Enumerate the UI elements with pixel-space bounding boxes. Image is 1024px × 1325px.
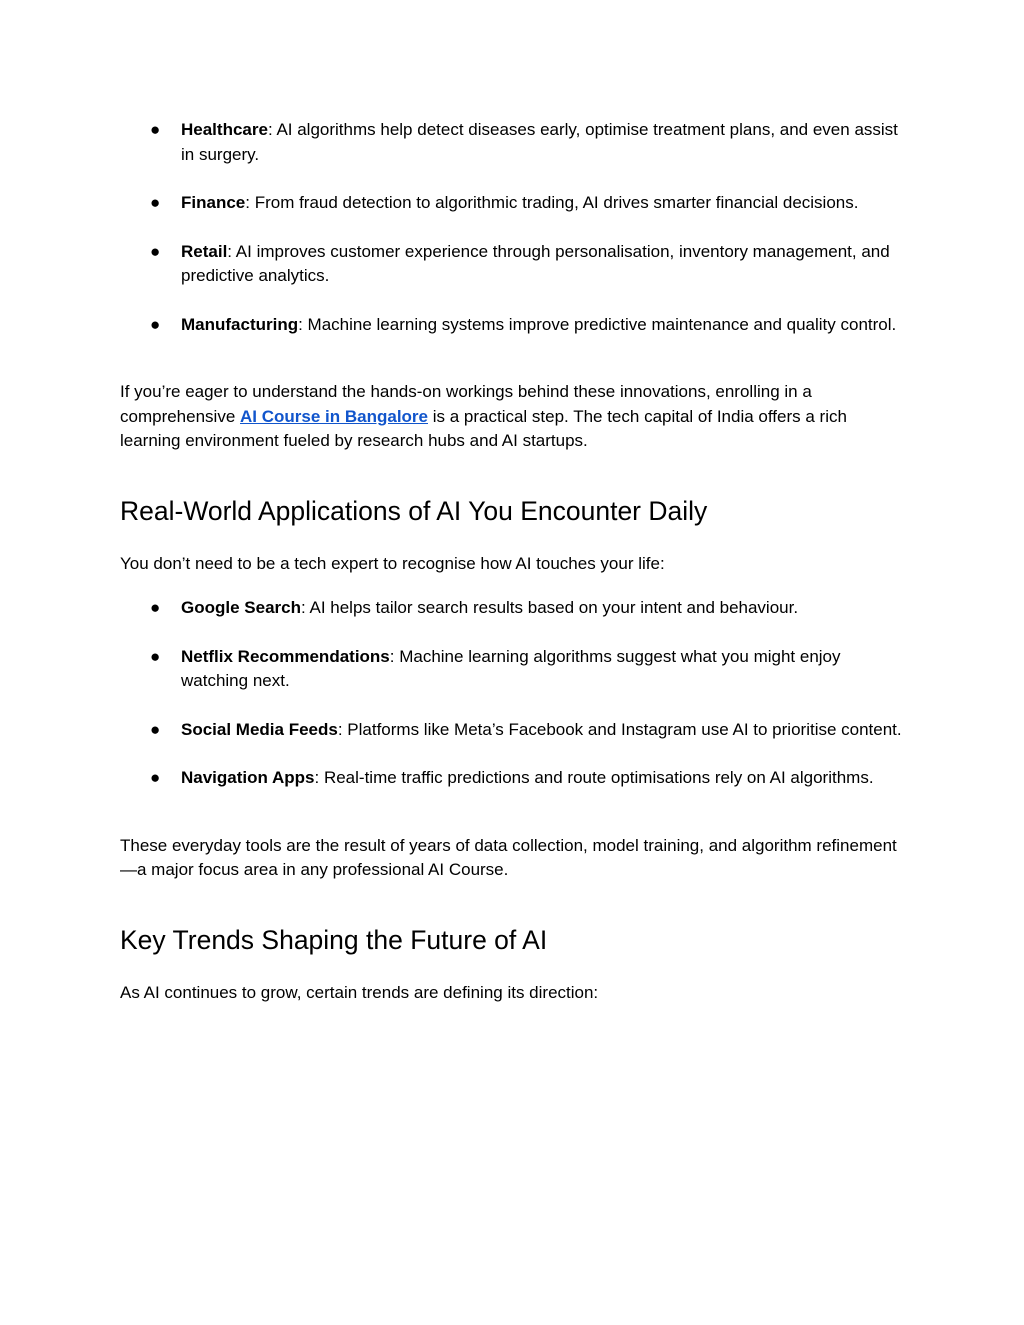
intro-paragraph <box>120 380 904 454</box>
list-item-desc: : AI algorithms help detect diseases early, optimise treatment plans, and even assist in surgery. <box>181 120 898 164</box>
list-item-term: Retail <box>181 241 228 261</box>
list-item-term: Social Media Feeds <box>181 719 338 739</box>
applications-list <box>120 596 904 791</box>
bullet-icon: ● <box>150 598 161 617</box>
bullet-icon: ● <box>150 314 161 334</box>
intro-text-before: If you’re eager to understand the hands-on workings behind these innovations, enrolling in a comprehensive <box>120 382 812 426</box>
list-item-term: Netflix Recommendations <box>181 646 390 666</box>
list-item-term: Navigation Apps <box>181 768 315 787</box>
ai-course-bangalore-link[interactable]: AI Course in Bangalore <box>240 406 428 426</box>
list-item-term: Finance <box>181 193 246 212</box>
bullet-icon: ● <box>150 193 161 212</box>
list-item <box>120 313 904 338</box>
list-item-desc: : Machine learning algorithms suggest what you might enjoy watching next. <box>181 646 841 690</box>
list-item-desc: : Real-time traffic predictions and route optimisations rely on AI algorithms. <box>314 768 874 787</box>
bullet-icon: ● <box>150 646 161 666</box>
list-item-term: Manufacturing <box>181 314 299 334</box>
list-item <box>120 118 904 167</box>
list-item <box>120 191 904 216</box>
list-item-desc: : AI helps tailor search results based on your intent and behaviour. <box>300 598 799 617</box>
list-item <box>120 596 904 621</box>
list-item-desc: : AI improves customer experience through personalisation, inventory management, and predictive analytics. <box>181 241 890 285</box>
list-item <box>120 645 904 694</box>
list-item-desc: : Platforms like Meta’s Facebook and Instagram use AI to prioritise content. <box>337 719 902 739</box>
bullet-icon: ● <box>150 241 161 261</box>
bullet-icon: ● <box>150 120 161 139</box>
industries-list <box>120 118 904 337</box>
bullet-icon: ● <box>150 719 161 739</box>
list-item-term: Google Search <box>181 598 301 617</box>
list-item-desc: : Machine learning systems improve predictive maintenance and quality control. <box>298 314 897 334</box>
list-item <box>120 718 904 743</box>
section-heading-trends: Key Trends Shaping the Future of AI <box>120 924 548 955</box>
section-lead-applications: You don’t need to be a tech expert to recognise how AI touches your life: <box>120 553 665 573</box>
list-item <box>120 240 904 289</box>
list-item-desc: : From fraud detection to algorithmic trading, AI drives smarter financial decisions. <box>245 193 859 212</box>
outro-paragraph: These everyday tools are the result of years of data collection, model training, and algorithm refinement—a major focus area in any professional AI Course. <box>120 835 897 879</box>
list-item-term: Healthcare <box>181 120 268 139</box>
intro-text-after: is a practical step. The tech capital of India offers a rich learning environment fueled by research hubs and AI startups. <box>120 406 847 450</box>
bullet-icon: ● <box>150 768 161 787</box>
list-item <box>120 766 904 791</box>
section-lead-trends: As AI continues to grow, certain trends are defining its direction: <box>120 982 599 1002</box>
section-heading-applications: Real-World Applications of AI You Encounter Daily <box>120 495 708 526</box>
